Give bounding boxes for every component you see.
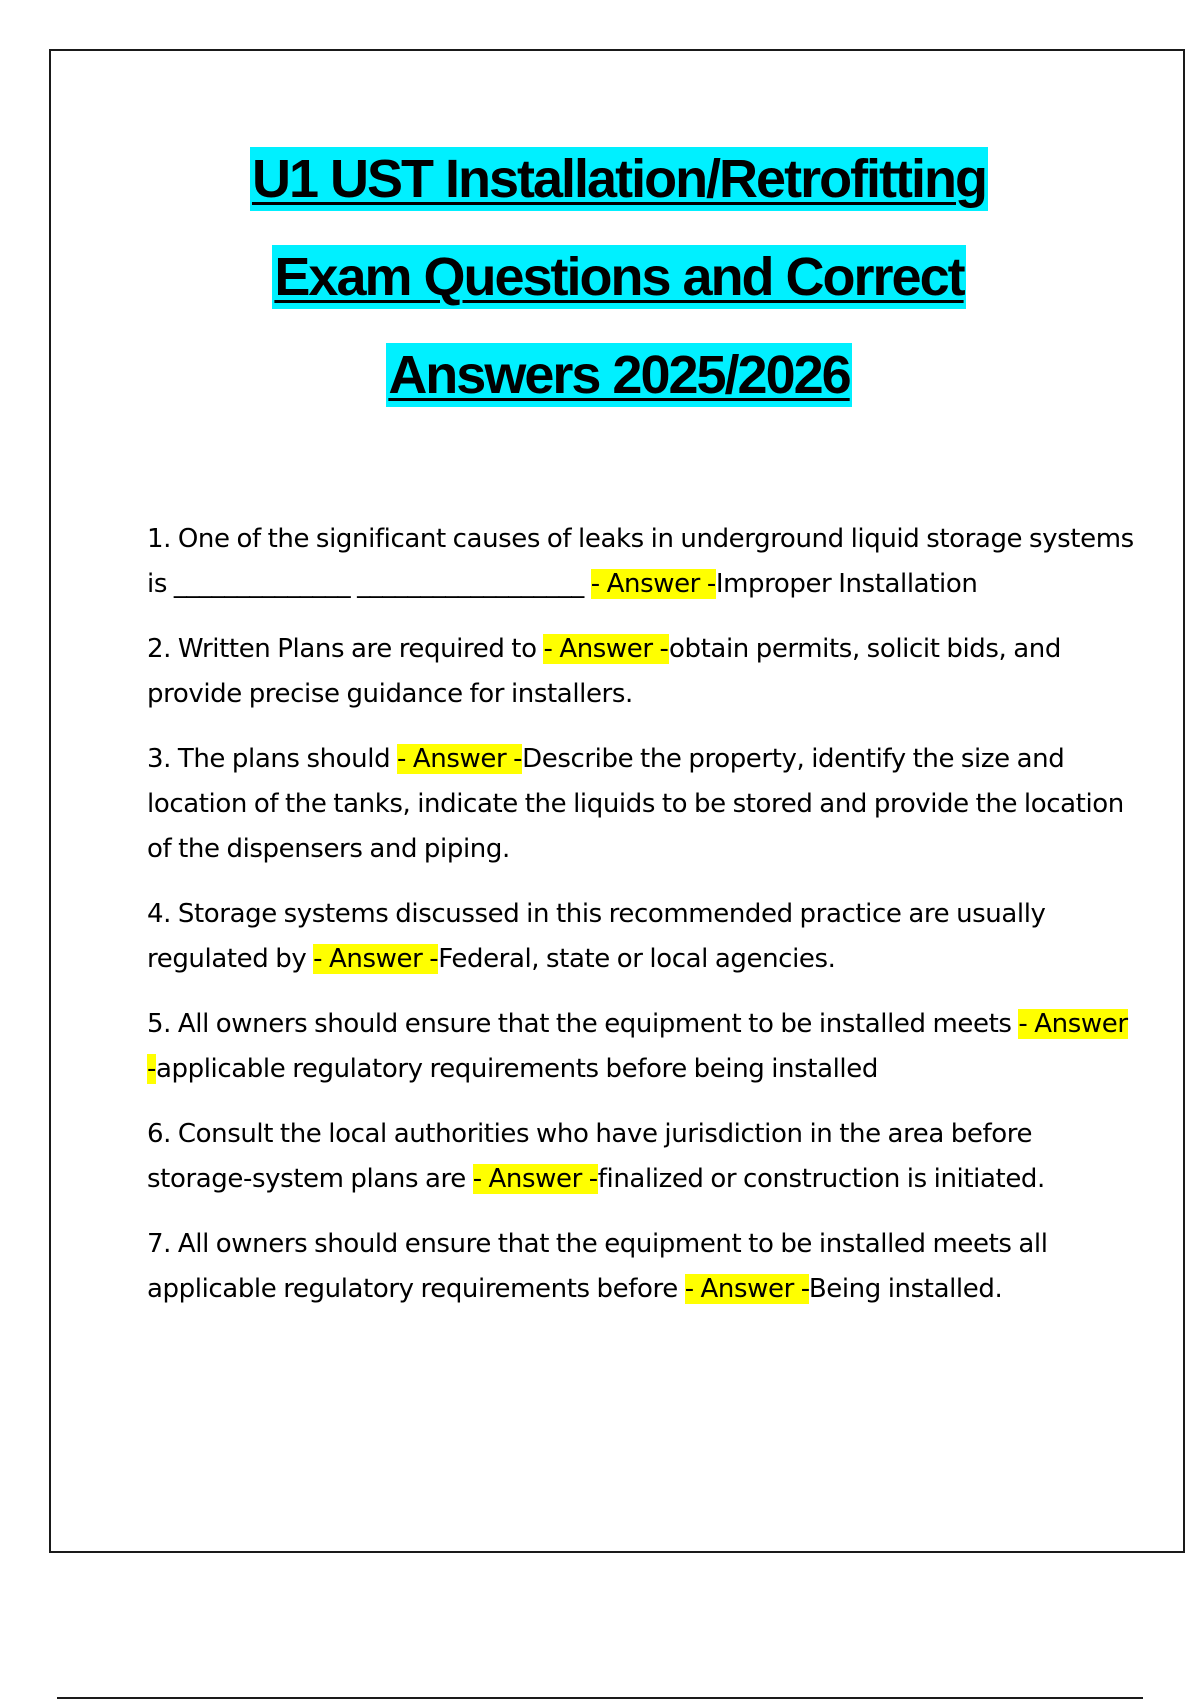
question-item-5 xyxy=(147,1002,1137,1092)
answer-text: obtain permits, solicit bids, and provide precise guidance for installers. xyxy=(147,634,1061,709)
title-line-3 xyxy=(51,343,1187,407)
page-frame xyxy=(49,49,1185,1553)
question-item-3 xyxy=(147,737,1137,872)
title-line-2 xyxy=(51,245,1187,309)
question-text: 6. Consult the local authorities who have jurisdiction in the area before storage-system plans are xyxy=(147,1119,1033,1194)
answer-tag: - Answer - xyxy=(397,744,523,774)
answer-text: Being installed. xyxy=(808,1274,1003,1304)
question-item-2 xyxy=(147,627,1137,717)
title-text: U1 UST Installation/Retrofitting xyxy=(251,149,986,209)
page-bottom-rule xyxy=(57,1697,1143,1699)
question-text: 4. Storage systems discussed in this recommended practice are usually regulated by xyxy=(147,899,1046,974)
question-text: 7. All owners should ensure that the equipment to be installed meets all applicable regulatory requirements before xyxy=(147,1229,1048,1304)
answer-tag: - Answer - xyxy=(590,569,716,599)
question-item-6 xyxy=(147,1112,1137,1202)
answer-tag: - Answer - xyxy=(684,1274,809,1304)
question-item-7 xyxy=(147,1222,1137,1312)
question-list xyxy=(147,517,1137,1332)
title-text: Exam Questions and Correct xyxy=(274,247,964,307)
answer-text: finalized or construction is initiated. xyxy=(597,1164,1045,1194)
question-text: 3. The plans should xyxy=(147,744,398,774)
question-text: 2. Written Plans are required to xyxy=(147,634,544,664)
answer-text: Improper Installation xyxy=(715,569,978,599)
answer-tag: - Answer - xyxy=(472,1164,598,1194)
answer-tag: - Answer - xyxy=(313,944,439,974)
document-title xyxy=(51,147,1187,441)
title-line-1 xyxy=(51,147,1187,211)
answer-text: Federal, state or local agencies. xyxy=(438,944,836,974)
answer-text: Describe the property, identify the size and location of the tanks, indicate the liquids to be stored and provide the location of the dispensers and piping. xyxy=(147,744,1124,864)
answer-text: applicable regulatory requirements before being installed xyxy=(155,1054,878,1084)
answer-tag: - Answer - xyxy=(147,1009,1128,1084)
title-text: Answers 2025/2026 xyxy=(388,345,850,405)
answer-tag: - Answer - xyxy=(543,634,670,664)
question-text: 1. One of the significant causes of leaks in underground liquid storage systems is ______________ __________________ xyxy=(147,524,1134,599)
question-item-1 xyxy=(147,517,1137,607)
question-item-4 xyxy=(147,892,1137,982)
question-text: 5. All owners should ensure that the equipment to be installed meets xyxy=(147,1009,1019,1039)
